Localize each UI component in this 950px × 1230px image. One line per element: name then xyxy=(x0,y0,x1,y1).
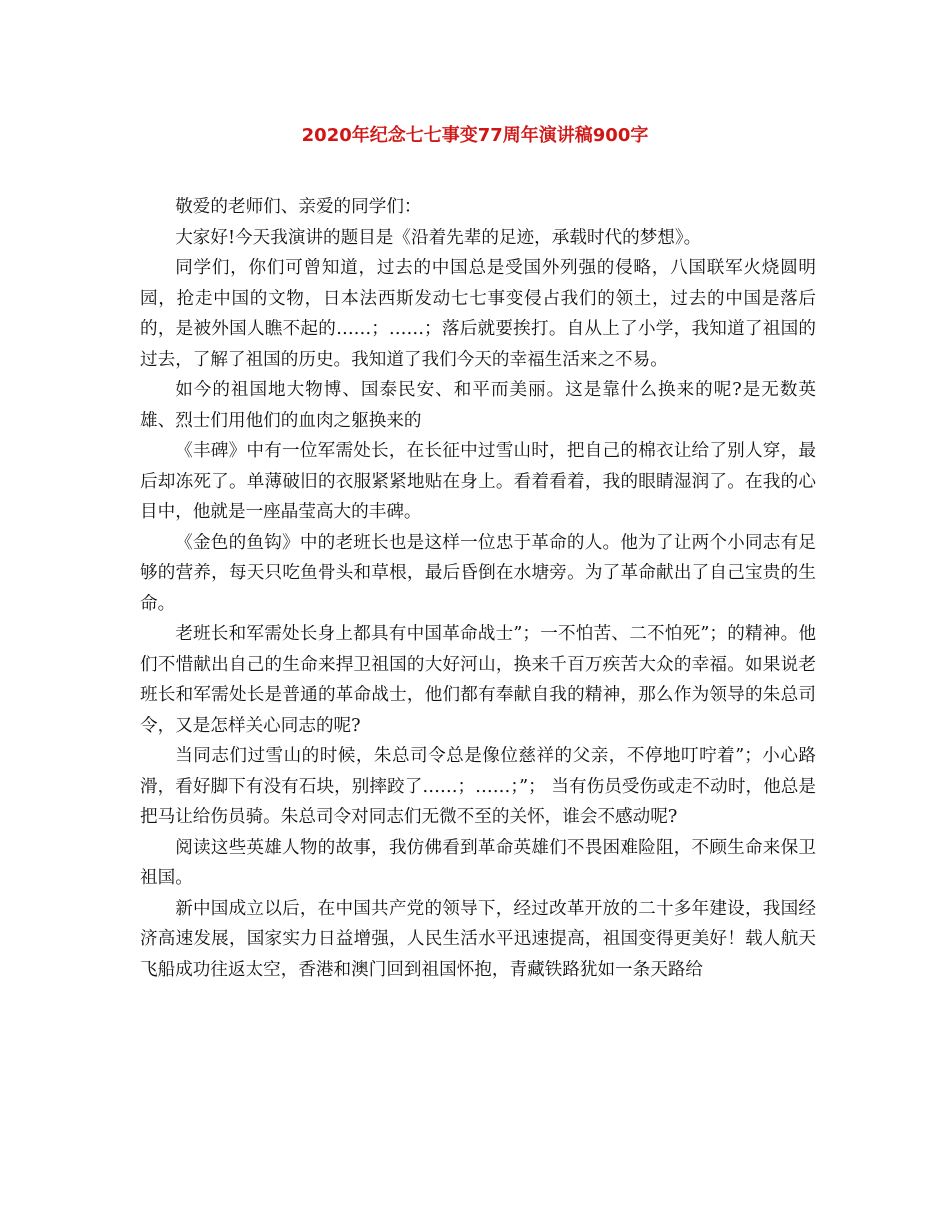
paragraph-fengbei: 《丰碑》中有一位军需处长，在长征中过雪山时，把自己的棉衣让给了别人穿，最后却冻死了。单薄破旧的衣服紧紧地贴在身上。看着看着，我的眼睛湿润了。在我的心目中，他就是一座晶莹高大的丰碑。 xyxy=(140,441,816,522)
document-title: 2020年纪念七七事变77周年演讲稿900字 xyxy=(301,125,649,146)
paragraph-heroes: 阅读这些英雄人物的故事，我仿佛看到革命英雄们不畏困难险阻，不顾生命来保卫祖国。 xyxy=(140,837,816,888)
document-body xyxy=(140,192,816,985)
paragraph-spirit: 老班长和军需处长身上都具有中国革命战士”；一不怕苦、二不怕死”；的精神。他们不惜献出自己的生命来捍卫祖国的大好河山，换来千百万疾苦大众的幸福。如果说老班长和军需处长是普通的革命战士，他们都有奉献自我的精神，那么作为领导的朱总司令，又是怎样关心同志的呢? xyxy=(140,624,816,736)
paragraph-topic: 大家好!今天我演讲的题目是《沿着先辈的足迹，承载时代的梦想》。 xyxy=(175,227,702,248)
paragraph-commander: 当同志们过雪山的时候，朱总司令总是像位慈祥的父亲，不停地叮咛着”；小心路滑，看好脚下有没有石块，别摔跤了……；……；”； 当有伤员受伤或走不动时，他总是把马让给伤员骑。朱总司令对同志们无微不至的关怀，谁会不感动呢? xyxy=(140,746,816,827)
paragraph-new-china: 新中国成立以后，在中国共产党的领导下，经过改革开放的二十多年建设，我国经济高速发展，国家实力日益增强，人民生活水平迅速提高，祖国变得更美好！载人航天飞船成功往返太空，香港和澳门回到祖国怀抱，青藏铁路犹如一条天路给 xyxy=(140,898,816,980)
paragraph-today: 如今的祖国地大物博、国泰民安、和平而美丽。这是靠什么换来的呢?是无数英雄、烈士们用他们的血肉之躯换来的 xyxy=(140,380,816,431)
paragraph-history: 同学们，你们可曾知道，过去的中国总是受国外列强的侵略，八国联军火烧圆明园，抢走中国的文物，日本法西斯发动七七事变侵占我们的领土，过去的中国是落后的，是被外国人瞧不起的……；……；落后就要挨打。自从上了小学，我知道了祖国的过去，了解了祖国的历史。我知道了我们今天的幸福生活来之不易。 xyxy=(140,258,816,370)
paragraph-golden-hook: 《金色的鱼钩》中的老班长也是这样一位忠于革命的人。他为了让两个小同志有足够的营养，每天只吃鱼骨头和草根，最后昏倒在水塘旁。为了革命献出了自己宝贵的生命。 xyxy=(140,532,816,614)
paragraph-greeting: 敬爱的老师们、亲爱的同学们： xyxy=(175,197,422,217)
